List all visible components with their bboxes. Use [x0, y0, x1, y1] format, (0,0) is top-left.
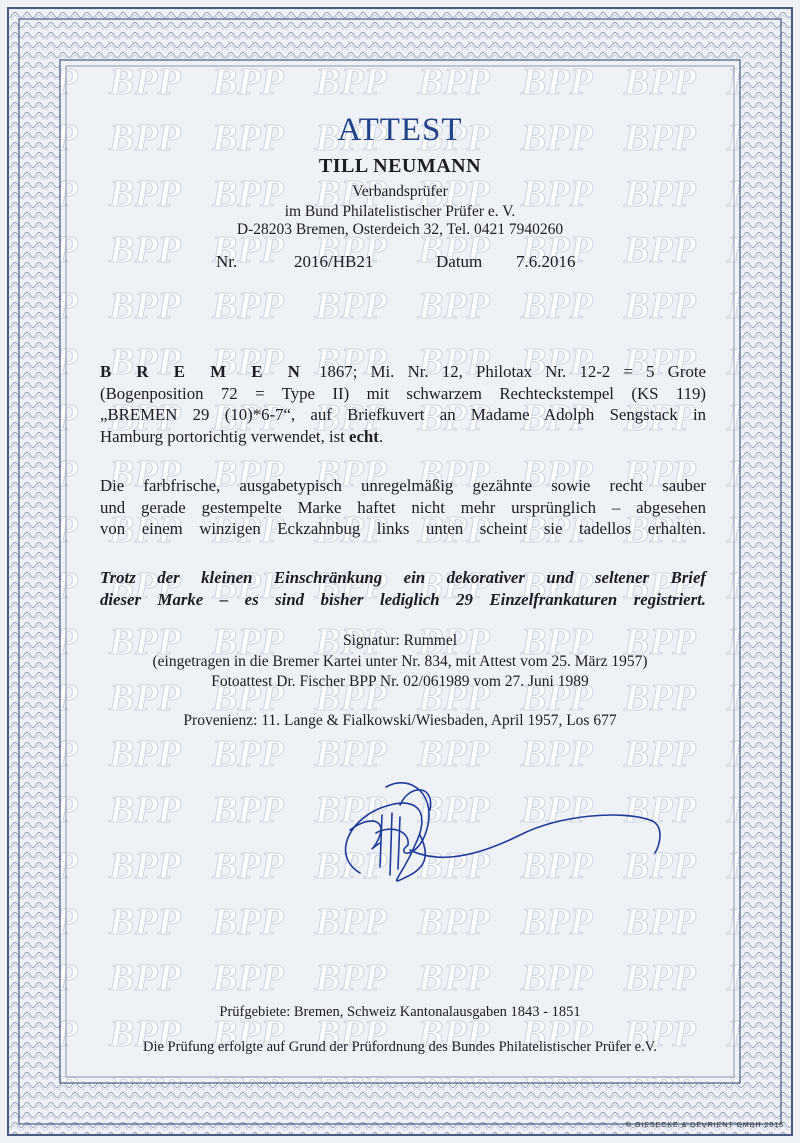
description-paragraph: [100, 361, 706, 448]
assessment-line-2: dieser Marke – es sind bisher lediglich 29 Einzelfrankaturen registriert.: [100, 589, 706, 609]
date-label: Datum: [436, 252, 483, 271]
condition-line-1: Die farbfrische, ausgabetypisch unregelmäßig gezähnte sowie recht sauber: [100, 476, 706, 495]
condition-line-3: von einem winzigen Eckzahnbug links unten scheint sie tadellos erhalten.: [100, 519, 706, 539]
verdict-genuine: echt: [349, 427, 379, 447]
examination-fields: Prüfgebiete: Bremen, Schweiz Kantonalausgaben 1843 - 1851: [219, 1004, 581, 1020]
description-line-4-end: .: [378, 427, 384, 447]
description-line-1: [100, 361, 706, 383]
number-label: Nr.: [216, 252, 238, 271]
examiner-name: TILL NEUMANN: [318, 155, 482, 177]
description-line-3: „BREMEN 29 (10)*6-7“, auf Briefkuvert an Madame Adolph Sengstack in: [100, 405, 706, 425]
examiner-signature: [320, 775, 670, 915]
examiner-address: D-28203 Bremen, Osterdeich 32, Tel. 0421 7940260: [236, 221, 564, 238]
examiner-association: im Bund Philatelistischer Prüfer e. V.: [284, 203, 516, 220]
condition-paragraph: [100, 475, 706, 540]
bremen-heading: B R E M E N: [100, 362, 306, 381]
certificate-title: ATTEST: [337, 112, 463, 148]
printer-imprint: © GIESECKE & DEVRIENT GMBH 2015: [625, 1122, 784, 1129]
regulation-note: Die Prüfung erfolgte auf Grund der Prüfordnung des Bundes Philatelistischer Prüfer e.V.: [143, 1039, 657, 1055]
assessment-line-1: Trotz der kleinen Einschränkung ein dekorativer und seltener Brief: [100, 568, 706, 587]
description-line-1-text: 1867; Mi. Nr. 12, Philotax Nr. 12-2 = 5 Grote: [319, 362, 706, 381]
kartei-line: (eingetragen in die Bremer Kartei unter Nr. 834, mit Attest vom 25. März 1957): [152, 653, 648, 670]
fotoattest-line: Fotoattest Dr. Fischer BPP Nr. 02/061989 vom 27. Juni 1989: [211, 673, 589, 690]
examiner-role: Verbandsprüfer: [352, 183, 448, 200]
provenance-line: Provenienz: 11. Lange & Fialkowski/Wiesbaden, April 1957, Los 677: [183, 712, 617, 729]
certificate-date: 7.6.2016: [516, 252, 576, 271]
description-line-4: [100, 426, 706, 448]
condition-line-2: und gerade gestempelte Marke haftet nicht mehr ursprünglich – abgesehen: [100, 497, 706, 517]
signatur-line: Signatur: Rummel: [342, 632, 458, 649]
description-line-4-text: Hamburg portorichtig verwendet, ist: [100, 427, 345, 447]
certificate-number: 2016/HB21: [294, 252, 374, 271]
assessment-paragraph: [100, 567, 706, 610]
description-line-2: (Bogenposition 72 = Type II) mit schwarzem Rechteckstempel (KS 119): [100, 383, 706, 403]
